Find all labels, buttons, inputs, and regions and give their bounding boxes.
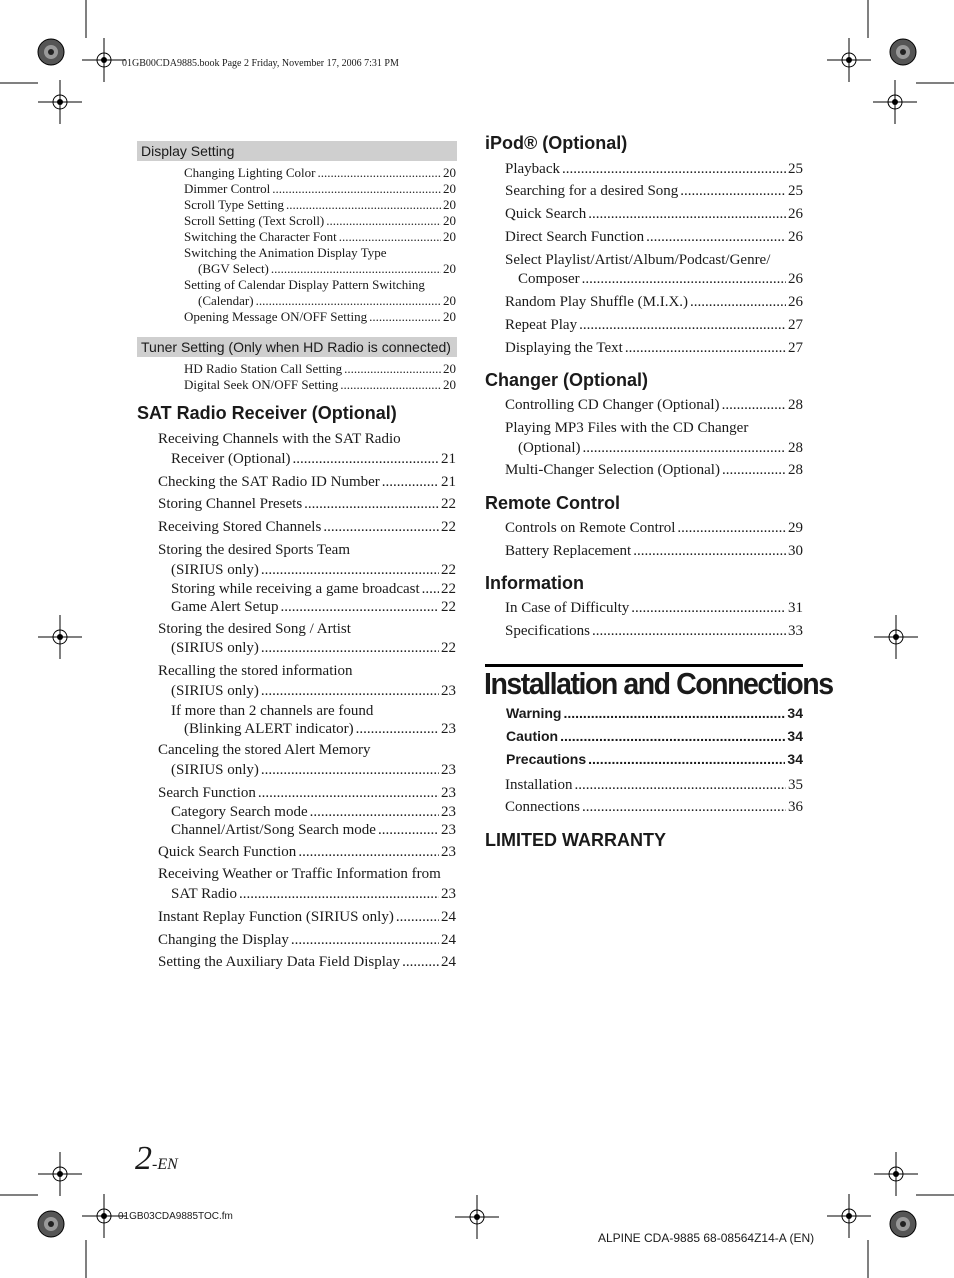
leader-dots [310, 804, 439, 821]
leader-dots [402, 954, 439, 971]
toc-entry-page: 28 [788, 440, 803, 456]
toc-entry-title: Receiving Channels with the SAT Radio [158, 431, 401, 447]
leader-dots [258, 785, 439, 802]
toc-entry-title: (Optional) [518, 440, 581, 456]
section-tuner-setting: Tuner Setting (Only when HD Radio is connected) [137, 337, 457, 357]
toc-entry-title: Quick Search [505, 206, 587, 222]
toc-entry[interactable] [505, 317, 803, 334]
leader-dots [592, 623, 786, 640]
leader-dots [560, 728, 785, 744]
toc-entry-title: Search Function [158, 785, 256, 801]
leader-dots [396, 909, 439, 926]
toc-entry[interactable] [184, 277, 425, 293]
toc-entry-title: Recalling the stored information [158, 663, 353, 679]
toc-entry[interactable] [171, 804, 456, 821]
toc-entry[interactable] [184, 377, 456, 393]
toc-entry-title: Controlling CD Changer (Optional) [505, 397, 720, 413]
toc-entry-title: Receiver (Optional) [171, 451, 291, 467]
toc-entry-title: Canceling the stored Alert Memory [158, 742, 371, 758]
toc-entry-page: 28 [788, 397, 803, 413]
leader-dots [582, 799, 786, 816]
toc-entry-title: Playing MP3 Files with the CD Changer [505, 420, 749, 436]
toc-entry[interactable] [184, 721, 456, 738]
toc-entry-page: 28 [788, 462, 803, 478]
toc-entry-title: Precautions [506, 751, 587, 767]
leader-dots [344, 361, 441, 377]
toc-entry[interactable] [184, 165, 456, 181]
toc-entry-page: 20 [443, 261, 456, 276]
toc-entry-page: 35 [788, 777, 803, 793]
toc-entry-page: 23 [441, 721, 456, 737]
toc-entry[interactable] [171, 562, 456, 579]
leader-dots [239, 886, 439, 903]
toc-entry[interactable] [158, 431, 401, 448]
toc-entry-page: 20 [443, 361, 456, 376]
toc-entry-title: Random Play Shuffle (M.I.X.) [505, 294, 689, 310]
toc-entry[interactable] [158, 663, 353, 680]
toc-entry-page: 23 [441, 683, 456, 699]
toc-entry-page: 34 [787, 751, 803, 767]
toc-entry-title: (SIRIUS only) [171, 640, 259, 656]
toc-entry-title: (Calendar) [198, 293, 254, 308]
toc-entry-title: (SIRIUS only) [171, 562, 259, 578]
toc-entry[interactable] [158, 621, 351, 638]
leader-dots [631, 600, 786, 617]
toc-entry-title: SAT Radio [171, 886, 237, 902]
leader-dots [677, 520, 786, 537]
toc-entry-title: Select Playlist/Artist/Album/Podcast/Genre/ [505, 252, 771, 268]
toc-entry-page: 20 [443, 309, 456, 324]
toc-entry-title: Instant Replay Function (SIRIUS only) [158, 909, 394, 925]
leader-dots [317, 165, 441, 181]
toc-entry-title: Storing Channel Presets [158, 496, 303, 512]
toc-entry-page: 22 [441, 640, 456, 656]
toc-entry-page: 27 [788, 340, 803, 356]
toc-entry-title: Setting the Auxiliary Data Field Display [158, 954, 401, 970]
toc-entry-page: 30 [788, 543, 803, 559]
toc-entry[interactable] [158, 496, 456, 513]
toc-entry-title: Receiving Weather or Traffic Information from [158, 866, 441, 882]
leader-dots [323, 519, 439, 536]
leader-dots [633, 543, 786, 560]
toc-entry[interactable] [198, 293, 456, 309]
toc-entry-page: 34 [787, 728, 803, 744]
toc-entry-page: 26 [788, 271, 803, 287]
leader-dots [256, 293, 441, 309]
leader-dots [422, 581, 439, 598]
toc-entry-title: Displaying the Text [505, 340, 623, 356]
toc-entry-title: Direct Search Function [505, 229, 645, 245]
toc-entry[interactable] [505, 600, 803, 617]
toc-entry[interactable] [171, 822, 456, 839]
toc-entry[interactable] [184, 213, 456, 229]
toc-entry-page: 24 [441, 954, 456, 970]
toc-entry[interactable] [184, 197, 456, 213]
toc-entry-page: 22 [441, 496, 456, 512]
toc-entry-title: In Case of Difficulty [505, 600, 630, 616]
toc-entry[interactable] [506, 705, 803, 721]
toc-entry-title: Storing the desired Sports Team [158, 542, 350, 558]
toc-entry-title: Searching for a desired Song [505, 183, 679, 199]
section-information: Information [485, 573, 584, 593]
toc-entry-title: Setting of Calendar Display Pattern Switching [184, 277, 425, 292]
toc-entry[interactable] [158, 742, 370, 759]
toc-entry-page: 26 [788, 206, 803, 222]
toc-entry-title: Connections [505, 799, 580, 815]
toc-entry[interactable] [505, 206, 803, 223]
leader-dots [582, 440, 786, 457]
leader-dots [382, 474, 439, 491]
leader-dots [291, 932, 439, 949]
toc-entry-page: 22 [441, 599, 456, 615]
leader-dots [562, 161, 786, 178]
toc-entry[interactable] [505, 420, 748, 437]
toc-entry-title: Storing while receiving a game broadcast [171, 581, 420, 597]
toc-entry-title: Opening Message ON/OFF Setting [184, 309, 368, 324]
toc-entry[interactable] [158, 474, 456, 491]
toc-entry[interactable] [184, 181, 456, 197]
toc-entry[interactable] [505, 777, 803, 794]
toc-entry[interactable] [171, 683, 456, 700]
section-installation: Installation and Connections [484, 666, 833, 701]
toc-entry[interactable] [184, 245, 387, 261]
toc-entry-title: Changing Lighting Color [184, 165, 316, 180]
toc-entry-page: 21 [441, 451, 456, 467]
leader-dots [722, 462, 786, 479]
toc-entry[interactable] [518, 271, 803, 288]
toc-entry-title: Changing the Display [158, 932, 289, 948]
leader-dots [722, 397, 786, 414]
toc-entry-title: Quick Search Function [158, 844, 297, 860]
toc-entry-page: 31 [788, 600, 803, 616]
toc-entry-page: 22 [441, 562, 456, 578]
toc-entry-title: Repeat Play [505, 317, 578, 333]
leader-dots [261, 762, 439, 779]
toc-entry-page: 20 [443, 181, 456, 196]
toc-entry[interactable] [198, 261, 456, 277]
toc-entry-page: 20 [443, 165, 456, 180]
toc-entry-page: 23 [441, 844, 456, 860]
toc-entry[interactable] [505, 229, 803, 246]
toc-entry-title: Switching the Character Font [184, 229, 337, 244]
section-sat-radio: SAT Radio Receiver (Optional) [137, 403, 397, 423]
toc-entry-title: Game Alert Setup [171, 599, 279, 615]
leader-dots [369, 309, 441, 325]
toc-entry[interactable] [505, 520, 803, 537]
leader-dots [261, 640, 439, 657]
toc-entry[interactable] [158, 954, 456, 971]
toc-entry-page: 22 [441, 581, 456, 597]
leader-dots [575, 777, 787, 794]
leader-dots [261, 683, 439, 700]
toc-entry[interactable] [505, 623, 803, 640]
toc-entry-title: If more than 2 channels are found [171, 703, 374, 719]
footer-model: ALPINE CDA-9885 68-08564Z14-A (EN) [598, 1231, 815, 1245]
toc-entry-page: 20 [443, 213, 456, 228]
section-remote: Remote Control [485, 493, 620, 513]
leader-dots [280, 599, 439, 616]
toc-entry-title: Checking the SAT Radio ID Number [158, 474, 380, 490]
toc-entry-title: Playback [505, 161, 560, 177]
toc-entry-title: HD Radio Station Call Setting [184, 361, 343, 376]
toc-entry-title: (SIRIUS only) [171, 762, 259, 778]
leader-dots [293, 451, 439, 468]
book-info: 01GB00CDA9885.book Page 2 Friday, November 17, 2006 7:31 PM [122, 58, 399, 69]
toc-entry[interactable] [158, 932, 456, 949]
toc-entry-page: 34 [787, 705, 803, 721]
toc-entry-page: 25 [788, 161, 803, 177]
section-warranty: LIMITED WARRANTY [485, 830, 666, 850]
toc-entry[interactable] [505, 543, 803, 560]
leader-dots [625, 340, 786, 357]
toc-entry-title: Controls on Remote Control [505, 520, 676, 536]
leader-dots [563, 705, 785, 721]
toc-entry[interactable] [171, 451, 456, 468]
section-display-setting: Display Setting [137, 141, 457, 161]
toc-entry[interactable] [171, 762, 456, 779]
toc-entry-title: (Blinking ALERT indicator) [184, 721, 354, 737]
toc-entry-title: Receiving Stored Channels [158, 519, 322, 535]
toc-entry[interactable] [505, 340, 803, 357]
toc-entry[interactable] [158, 866, 441, 883]
toc-entry[interactable] [158, 909, 456, 926]
toc-entry-title: Switching the Animation Display Type [184, 245, 387, 260]
toc-entry-title: Battery Replacement [505, 543, 632, 559]
toc-entry-page: 23 [441, 804, 456, 820]
toc-entry[interactable] [505, 799, 803, 816]
toc-entry[interactable] [506, 728, 803, 744]
leader-dots [646, 229, 786, 246]
toc-entry-title: Composer [518, 271, 580, 287]
leader-dots [272, 181, 441, 197]
footer-file: 01GB03CDA9885TOC.fm [118, 1211, 233, 1222]
toc-entry[interactable] [171, 640, 456, 657]
toc-entry-title: Storing the desired Song / Artist [158, 621, 351, 637]
toc-entry-page: 20 [443, 293, 456, 308]
toc-entry[interactable] [505, 252, 770, 269]
toc-entry-page: 23 [441, 785, 456, 801]
toc-entry-title: Dimmer Control [184, 181, 271, 196]
toc-entry[interactable] [505, 183, 803, 200]
leader-dots [339, 229, 441, 245]
toc-entry-page: 26 [788, 229, 803, 245]
toc-entry-page: 23 [441, 762, 456, 778]
toc-entry-page: 33 [788, 623, 803, 639]
toc-entry-title: Warning [506, 705, 562, 721]
toc-entry-title: Scroll Type Setting [184, 197, 284, 212]
toc-entry-page: 26 [788, 294, 803, 310]
toc-entry-title: Multi-Changer Selection (Optional) [505, 462, 720, 478]
toc-entry-title: Scroll Setting (Text Scroll) [184, 213, 325, 228]
leader-dots [326, 213, 441, 229]
leader-dots [298, 844, 439, 861]
toc-entry[interactable] [506, 751, 803, 767]
toc-entry[interactable] [184, 229, 456, 245]
toc-entry-title: Installation [505, 777, 573, 793]
leader-dots [690, 294, 786, 311]
toc-entry[interactable] [158, 519, 456, 536]
toc-entry[interactable] [505, 294, 803, 311]
toc-entry-page: 22 [441, 519, 456, 535]
toc-entry-title: (SIRIUS only) [171, 683, 259, 699]
toc-entry-title: Digital Seek ON/OFF Setting [184, 377, 339, 392]
toc-entry[interactable] [505, 397, 803, 414]
toc-entry-title: (BGV Select) [198, 261, 269, 276]
toc-entry[interactable] [171, 581, 456, 598]
toc-entry[interactable] [171, 703, 373, 720]
leader-dots [680, 183, 786, 200]
page-number: 2-EN [135, 1140, 178, 1177]
toc-entry-page: 29 [788, 520, 803, 536]
section-ipod: iPod® (Optional) [485, 133, 628, 153]
toc-entry-page: 24 [441, 932, 456, 948]
toc-entry-page: 23 [441, 822, 456, 838]
toc-entry-page: 25 [788, 183, 803, 199]
toc-entry-page: 36 [788, 799, 803, 815]
toc-entry[interactable] [158, 785, 456, 802]
section-changer: Changer (Optional) [485, 370, 648, 390]
toc-entry-title: Caution [506, 728, 559, 744]
toc-entry-title: Category Search mode [171, 804, 308, 820]
toc-entry-title: Specifications [505, 623, 590, 639]
toc-entry[interactable] [505, 462, 803, 479]
leader-dots [356, 721, 439, 738]
leader-dots [582, 271, 786, 288]
toc-entry-page: 20 [443, 229, 456, 244]
toc-entry[interactable] [518, 440, 803, 457]
toc-entry-page: 27 [788, 317, 803, 333]
toc-entry-page: 20 [443, 377, 456, 392]
toc-entry[interactable] [171, 886, 456, 903]
toc-entry[interactable] [158, 844, 456, 861]
toc-entry-page: 24 [441, 909, 456, 925]
toc-entry[interactable] [171, 599, 456, 616]
toc-entry-title: Channel/Artist/Song Search mode [171, 822, 376, 838]
leader-dots [378, 822, 439, 839]
leader-dots [588, 206, 786, 223]
leader-dots [588, 751, 785, 767]
toc-entry[interactable] [184, 309, 456, 325]
toc-entry-page: 20 [443, 197, 456, 212]
leader-dots [579, 317, 786, 334]
leader-dots [286, 197, 441, 213]
leader-dots [304, 496, 439, 513]
leader-dots [261, 562, 439, 579]
toc-entry[interactable] [505, 161, 803, 178]
leader-dots [340, 377, 441, 393]
toc-entry[interactable] [158, 542, 350, 559]
toc-entry-page: 21 [441, 474, 456, 490]
leader-dots [271, 261, 441, 277]
toc-entry[interactable] [184, 361, 456, 377]
toc-entry-page: 23 [441, 886, 456, 902]
